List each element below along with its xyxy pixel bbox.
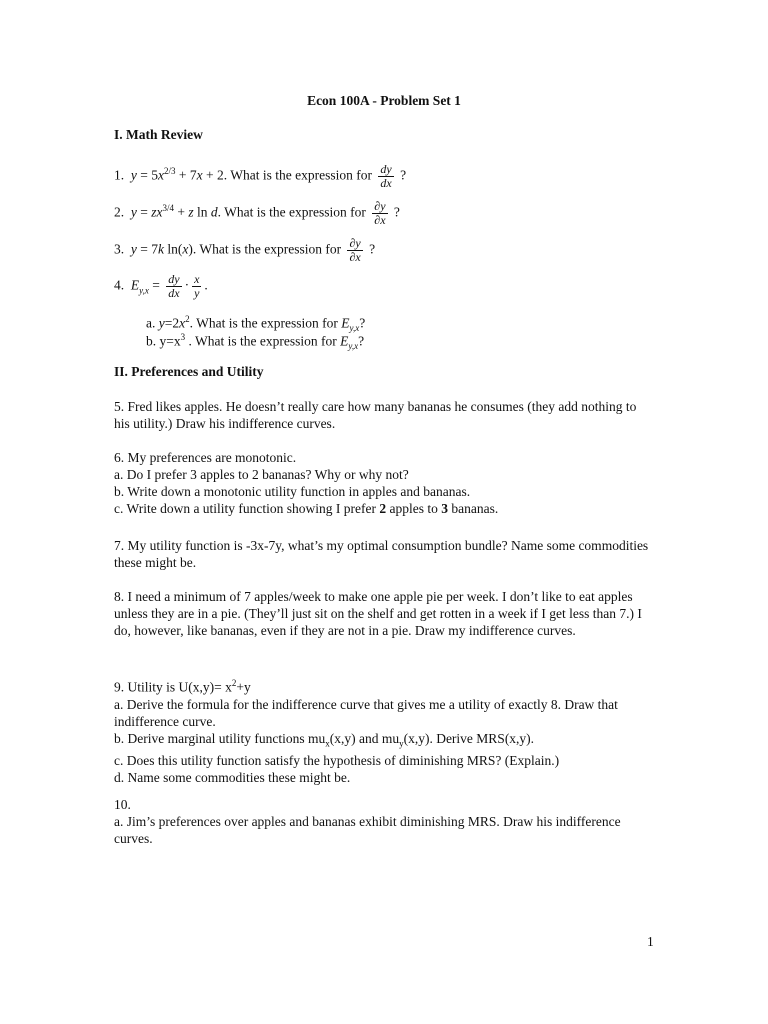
question-8: 8. I need a minimum of 7 apples/week to make one apple pie per week. I don’t like to eat apples unless they are in a pie. (They’ll just sit on the shelf and get rotten in a week if I get less than 7.) I do, however, like bananas, even if they are not in a pie. Draw my indifference curves. xyxy=(114,589,642,638)
question-9a: a. Derive the formula for the indifference curve that gives me a utility of exactly 8. Draw that indifference curve. xyxy=(114,696,618,729)
question-4b: b. $y=x^3$ . What is the expression for $E_{y,x}$? xyxy=(146,332,365,352)
question-6b: b. Write down a monotonic utility function in apples and bananas. xyxy=(114,484,471,499)
question-6 xyxy=(114,449,654,517)
question-9 xyxy=(114,675,654,786)
fraction-partial-y-x-2: $\frac{\partial y}{\partial x}$ xyxy=(349,236,361,264)
question-2: 2. $y = zx^{3/4} + z$ ln d. What is the expression for $\frac{\partial y}{\partial x}$ ? xyxy=(114,199,400,227)
question-10-num: 10. xyxy=(114,797,131,812)
question-4a: a. $y=2x^2$. What is the expression for $E_{y,x}$? xyxy=(146,314,366,334)
question-6-intro: 6. My preferences are monotonic. xyxy=(114,450,297,465)
page-number: 1 xyxy=(647,934,654,949)
question-10a: a. Jim’s preferences over apples and bananas exhibit diminishing MRS. Draw his indifference curves. xyxy=(114,814,621,846)
question-6a: a. Do I prefer 3 apples to 2 bananas? Why or why not? xyxy=(114,467,409,482)
question-5: 5. Fred likes apples. He doesn’t really care how many bananas he consumes (they add nothing to his utility.) Draw his indifference curves. xyxy=(114,399,637,431)
question-7: 7. My utility function is -3x-7y, what’s my optimal consumption bundle? Name some commodities these might be. xyxy=(114,538,649,570)
fraction-x-y: $\frac{x}{y}$ xyxy=(194,272,200,300)
fraction-dy-dx: $\frac{dy}{dx}$ xyxy=(380,162,392,190)
page-title: Econ 100A - Problem Set 1 xyxy=(307,93,461,108)
question-9b: b. Derive marginal utility functions $mu_x(x,y)$ and $mu_y(x,y)$. Derive MRS(x,y). xyxy=(114,730,535,749)
question-9c: c. Does this utility function satisfy the hypothesis of diminishing MRS? (Explain.) xyxy=(114,753,560,769)
question-4: 4. $E_{y,x}$ = $\frac{dy}{dx}$ · $\frac{x}{y}$ . xyxy=(114,272,208,300)
question-9-intro: 9. Utility is $U(x,y)= x^2+y$ xyxy=(114,678,251,695)
question-9d: d. Name some commodities these might be. xyxy=(114,770,351,786)
question-10 xyxy=(114,796,654,847)
fraction-dy-dx-2: $\frac{dy}{dx}$ xyxy=(168,272,180,300)
question-1: 1. $y = 5x^{2/3} + 7x + 2$. What is the expression for $\frac{dy}{dx}$ ? xyxy=(114,162,407,190)
fraction-partial-y-x: $\frac{\partial y}{\partial x}$ xyxy=(374,199,386,227)
section-math-review: I. Math Review xyxy=(114,127,203,142)
question-6c: c. Write down a utility function showing I prefer 2 apples to 3 bananas. xyxy=(114,501,499,516)
section-preferences-utility: II. Preferences and Utility xyxy=(114,364,264,379)
question-3: 3. y = 7k ln(x). What is the expression for $\frac{\partial y}{\partial x}$ ? xyxy=(114,236,376,264)
